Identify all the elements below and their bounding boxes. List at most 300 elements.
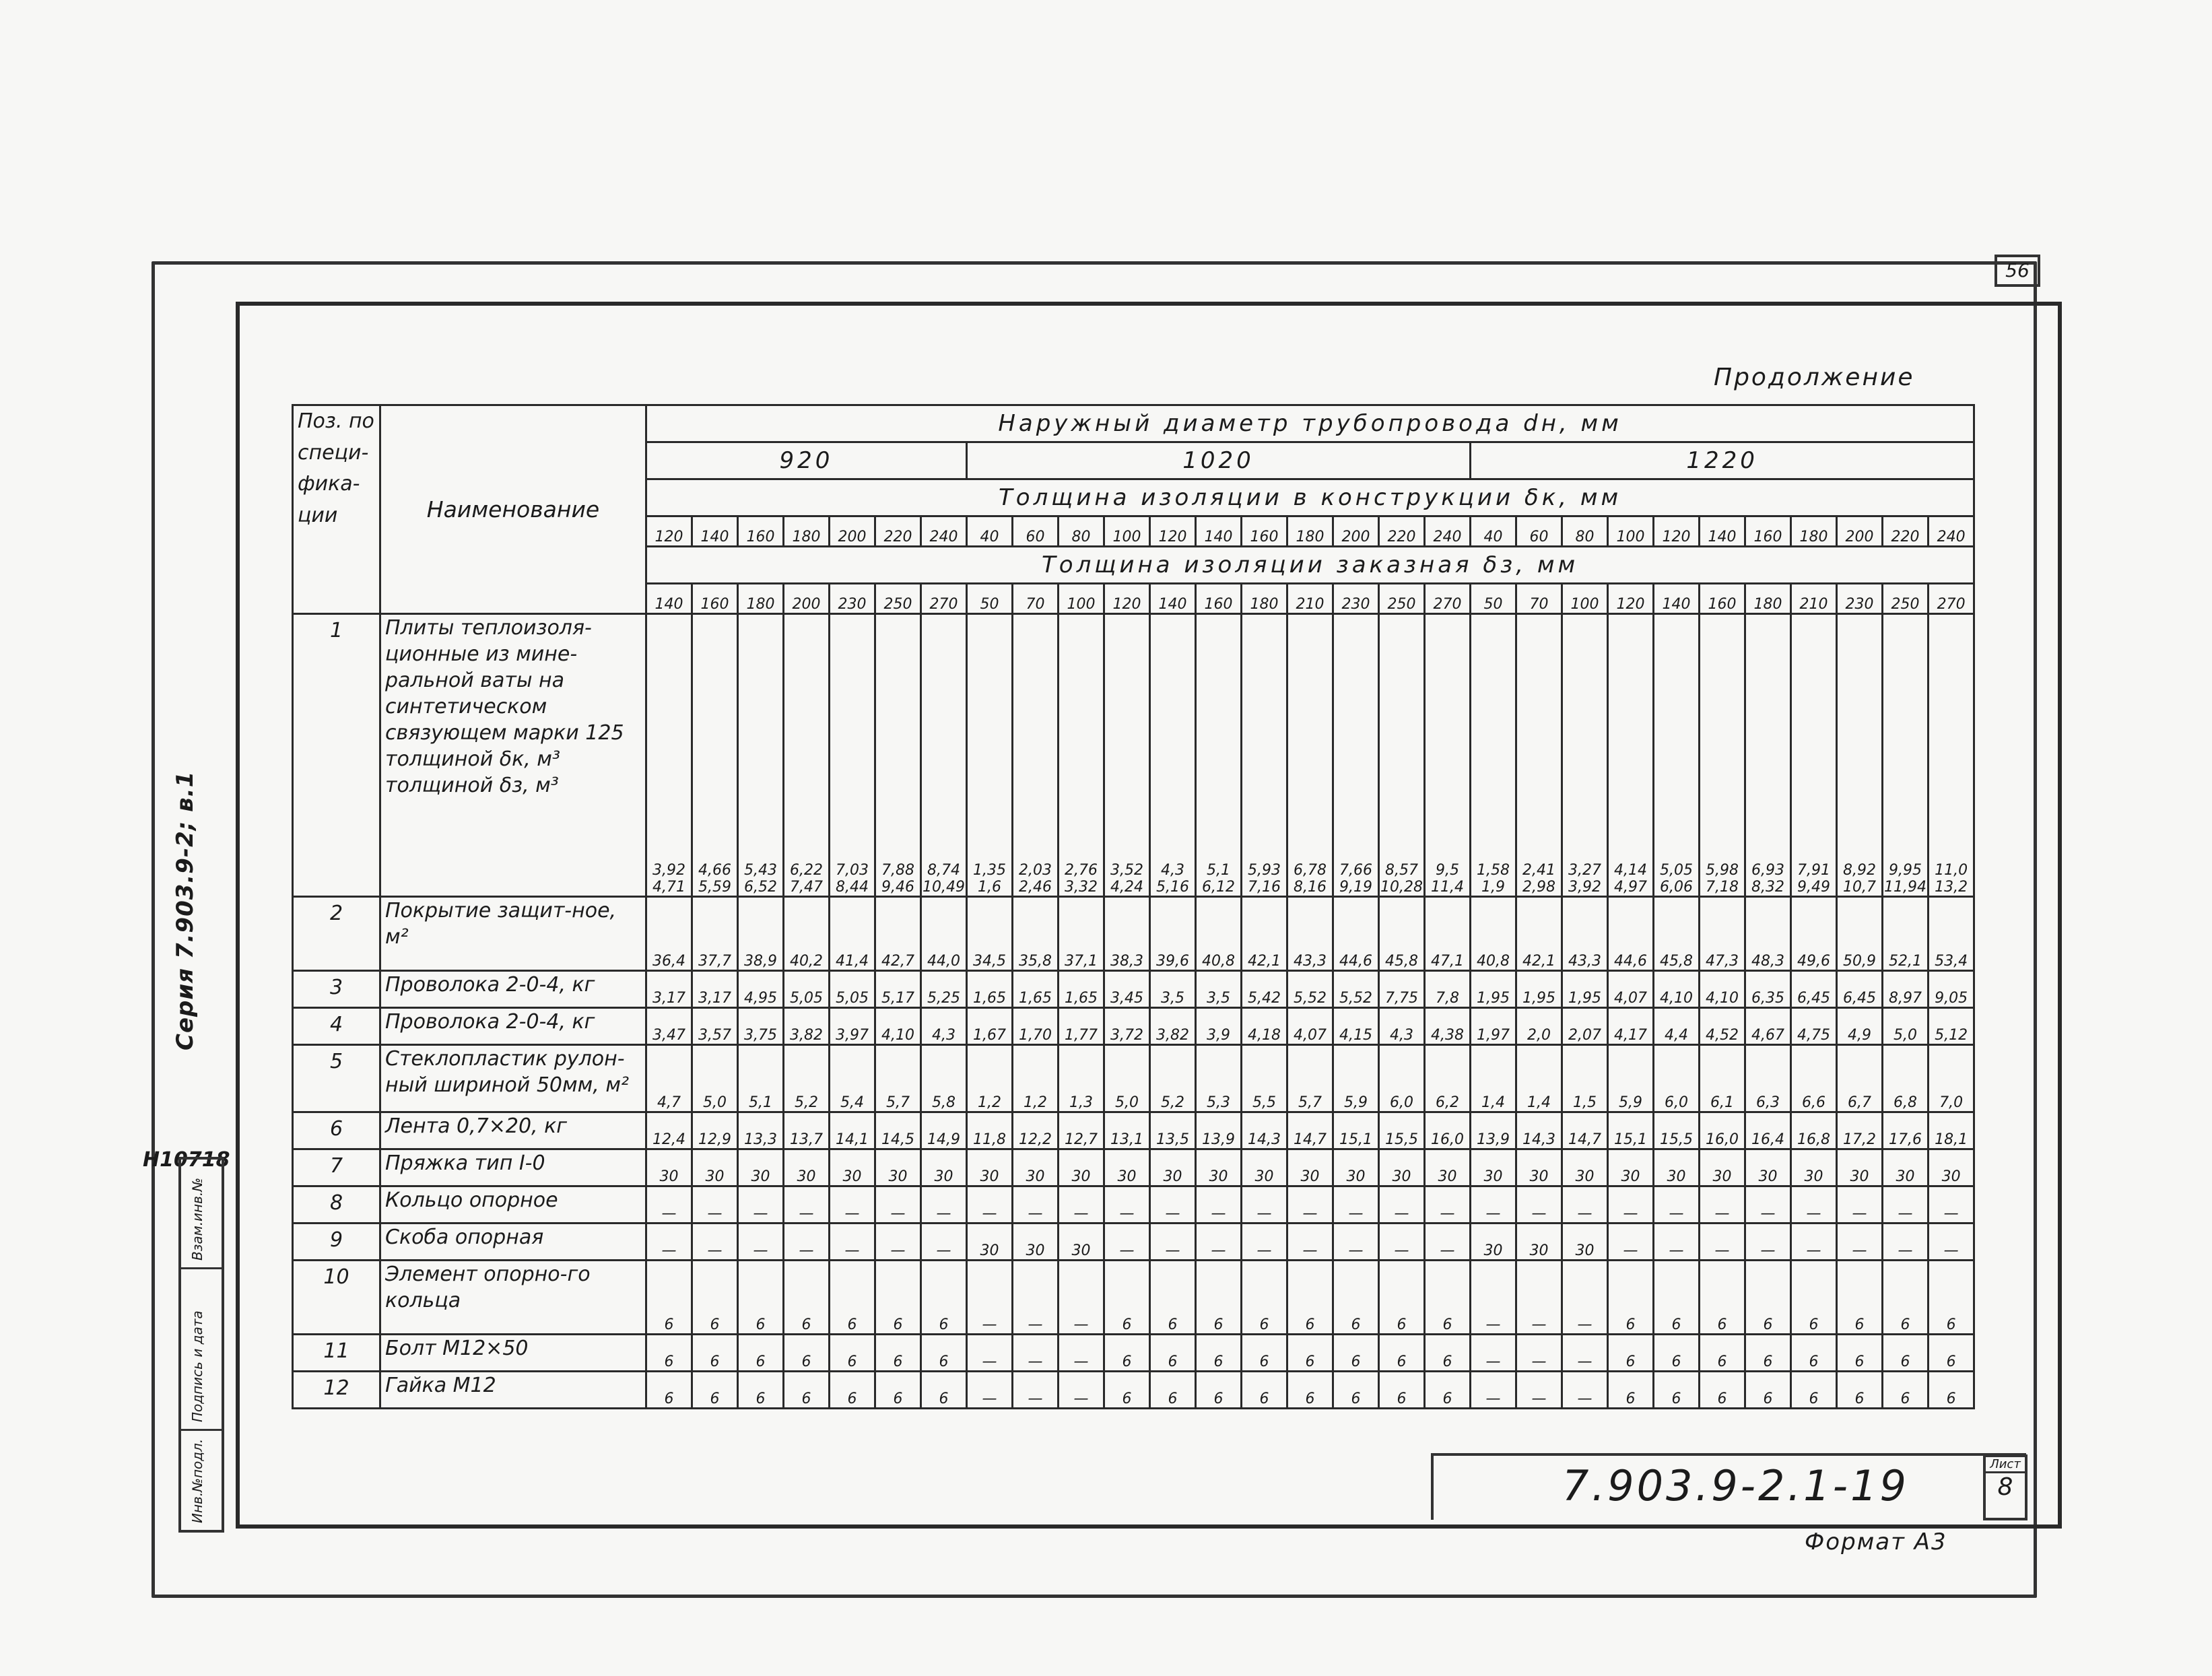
- value-cell: 4,10: [875, 1008, 921, 1045]
- value-cell: 30: [784, 1149, 830, 1186]
- row-position: 9: [293, 1224, 380, 1261]
- value-cell: 6: [1654, 1261, 1700, 1335]
- value-cell: 4,10: [1654, 971, 1700, 1008]
- subline-value: 5,59: [698, 879, 731, 896]
- value-cell: —: [1791, 1186, 1837, 1224]
- row-name: [380, 1186, 646, 1224]
- row-position: 5: [293, 1045, 380, 1112]
- thickness-k-cell: 240: [1425, 516, 1471, 547]
- subline-value: 2,03: [1019, 862, 1052, 879]
- value-cell: 5,17: [875, 971, 921, 1008]
- value-cell: 6,0: [1654, 1045, 1700, 1112]
- value-cell: 6: [1425, 1335, 1471, 1372]
- subline-value: 1,35: [973, 862, 1006, 879]
- value-cell: —: [1287, 1186, 1333, 1224]
- value-cell: 40,8: [1471, 897, 1516, 971]
- row-name-text: Пряжка тип I-0: [385, 1151, 545, 1175]
- value-cell: 30: [1150, 1149, 1196, 1186]
- subline-value: 4,97: [1614, 879, 1647, 896]
- row-position: 6: [293, 1112, 380, 1149]
- thickness-z-cell: 140: [1654, 584, 1700, 614]
- value-cell: 6,6: [1791, 1045, 1837, 1112]
- row-position: 7: [293, 1149, 380, 1186]
- value-cell: 6: [1654, 1335, 1700, 1372]
- value-cell: 44,6: [1333, 897, 1379, 971]
- thickness-z-cell: 180: [738, 584, 784, 614]
- subline-value: 2,98: [1522, 879, 1555, 896]
- subline-value: 8,74: [927, 862, 960, 879]
- value-cell: 30: [1837, 1149, 1883, 1186]
- value-cell: 6: [1700, 1335, 1745, 1372]
- value-cell: 14,7: [1287, 1112, 1333, 1149]
- value-cell: 6: [1929, 1261, 1974, 1335]
- inventory-label: Н10718: [143, 1148, 230, 1172]
- diameter-920: 920: [646, 442, 967, 479]
- value-cell: 3,82: [784, 1008, 830, 1045]
- value-cell: [1471, 614, 1516, 897]
- value-cell: 30: [1883, 1149, 1929, 1186]
- subline-value: 7,18: [1706, 879, 1739, 896]
- row-name-text: Проволока 2-0-4, кг: [385, 1010, 595, 1034]
- value-cell: 16,0: [1700, 1112, 1745, 1149]
- thickness-z-cell: 140: [646, 584, 692, 614]
- value-cell: 30: [738, 1149, 784, 1186]
- row-subline-label: толщиной δк, м³: [385, 747, 560, 771]
- value-cell: —: [1242, 1186, 1287, 1224]
- value-cell: 6: [692, 1261, 738, 1335]
- value-cell: —: [1516, 1261, 1562, 1335]
- value-cell: 6: [1104, 1261, 1150, 1335]
- value-cell: 6,35: [1745, 971, 1791, 1008]
- value-cell: —: [1700, 1224, 1745, 1261]
- subline-value: 7,88: [881, 862, 914, 879]
- value-cell: [875, 614, 921, 897]
- row-name: [380, 1335, 646, 1372]
- value-cell: 6,0: [1379, 1045, 1425, 1112]
- value-cell: 1,2: [967, 1045, 1013, 1112]
- value-cell: 14,3: [1516, 1112, 1562, 1149]
- row-position: 4: [293, 1008, 380, 1045]
- value-cell: 6,45: [1791, 971, 1837, 1008]
- value-cell: —: [1516, 1372, 1562, 1409]
- value-cell: 14,9: [921, 1112, 967, 1149]
- value-cell: —: [1516, 1335, 1562, 1372]
- value-cell: 1,4: [1471, 1045, 1516, 1112]
- value-cell: 41,4: [830, 897, 875, 971]
- value-cell: 3,5: [1150, 971, 1196, 1008]
- thickness-z-cell: 140: [1150, 584, 1196, 614]
- value-cell: [1883, 614, 1929, 897]
- table-row: [293, 1261, 1974, 1335]
- document-code: 7.903.9-2.1-19: [1562, 1461, 1909, 1510]
- value-cell: 30: [1379, 1149, 1425, 1186]
- row-subline-label: толщиной δз, м³: [385, 774, 559, 797]
- value-cell: —: [1196, 1224, 1242, 1261]
- thickness-k-cell: 140: [692, 516, 738, 547]
- value-cell: 3,17: [646, 971, 692, 1008]
- subline-value: 7,91: [1797, 862, 1830, 879]
- value-cell: 30: [1791, 1149, 1837, 1186]
- value-cell: 6: [1379, 1335, 1425, 1372]
- pos-header: Поз. по специ-фика-ции: [293, 405, 380, 614]
- value-cell: —: [1013, 1261, 1059, 1335]
- value-cell: 1,5: [1562, 1045, 1608, 1112]
- table-row: [293, 971, 1974, 1008]
- value-cell: 4,95: [738, 971, 784, 1008]
- value-cell: 6: [1379, 1372, 1425, 1409]
- value-cell: 4,15: [1333, 1008, 1379, 1045]
- row-name: [380, 1112, 646, 1149]
- value-cell: —: [1654, 1224, 1700, 1261]
- value-cell: 5,5: [1242, 1045, 1287, 1112]
- value-cell: 3,45: [1104, 971, 1150, 1008]
- value-cell: 6: [875, 1372, 921, 1409]
- subline-value: 5,98: [1706, 862, 1739, 879]
- value-cell: [1745, 614, 1791, 897]
- value-cell: [1196, 614, 1242, 897]
- row-name-text: Гайка М12: [385, 1374, 496, 1397]
- value-cell: 15,1: [1608, 1112, 1654, 1149]
- thickness-k-cell: 220: [1883, 516, 1929, 547]
- value-cell: 6: [1883, 1261, 1929, 1335]
- value-cell: 6: [921, 1372, 967, 1409]
- value-cell: 16,4: [1745, 1112, 1791, 1149]
- value-cell: 12,9: [692, 1112, 738, 1149]
- value-cell: 30: [1608, 1149, 1654, 1186]
- value-cell: 5,0: [1104, 1045, 1150, 1112]
- value-cell: 6: [1791, 1261, 1837, 1335]
- value-cell: 40,2: [784, 897, 830, 971]
- value-cell: —: [1562, 1186, 1608, 1224]
- value-cell: 5,3: [1196, 1045, 1242, 1112]
- value-cell: 6: [784, 1261, 830, 1335]
- value-cell: 1,70: [1013, 1008, 1059, 1045]
- value-cell: 8,97: [1883, 971, 1929, 1008]
- thickness-k-cell: 160: [738, 516, 784, 547]
- value-cell: 42,1: [1516, 897, 1562, 971]
- value-cell: 6: [1196, 1335, 1242, 1372]
- value-cell: 14,1: [830, 1112, 875, 1149]
- sheet-number: 56: [1995, 255, 2040, 287]
- subline-value: 3,52: [1110, 862, 1143, 879]
- value-cell: 30: [1654, 1149, 1700, 1186]
- value-cell: [1516, 614, 1562, 897]
- value-cell: 7,0: [1929, 1045, 1974, 1112]
- thickness-z-cell: 250: [1379, 584, 1425, 614]
- value-cell: 37,7: [692, 897, 738, 971]
- value-cell: 1,3: [1059, 1045, 1104, 1112]
- value-cell: 30: [921, 1149, 967, 1186]
- value-cell: 5,1: [738, 1045, 784, 1112]
- value-cell: 43,3: [1562, 897, 1608, 971]
- subline-value: 6,78: [1294, 862, 1327, 879]
- thickness-z-cell: 210: [1791, 584, 1837, 614]
- value-cell: 12,7: [1059, 1112, 1104, 1149]
- value-cell: 6: [1745, 1372, 1791, 1409]
- value-cell: 6: [1333, 1372, 1379, 1409]
- list-number: 8: [1997, 1473, 2013, 1501]
- value-cell: —: [1562, 1372, 1608, 1409]
- subline-value: 4,24: [1110, 879, 1143, 896]
- thickness-k-cell: 40: [1471, 516, 1516, 547]
- value-cell: 6: [875, 1335, 921, 1372]
- value-cell: —: [1471, 1261, 1516, 1335]
- value-cell: —: [646, 1186, 692, 1224]
- value-cell: 3,17: [692, 971, 738, 1008]
- thickness-z-cell: 180: [1745, 584, 1791, 614]
- thickness-z-cell: 270: [1929, 584, 1974, 614]
- value-cell: 47,1: [1425, 897, 1471, 971]
- value-cell: —: [1150, 1224, 1196, 1261]
- value-cell: 5,7: [1287, 1045, 1333, 1112]
- thickness-z-cell: 120: [1608, 584, 1654, 614]
- subline-value: 3,92: [652, 862, 685, 879]
- thickness-z-cell: 210: [1287, 584, 1333, 614]
- thickness-k-cell: 100: [1608, 516, 1654, 547]
- subline-value: 11,94: [1884, 879, 1926, 896]
- value-cell: [1379, 614, 1425, 897]
- value-cell: 5,52: [1287, 971, 1333, 1008]
- value-cell: —: [967, 1261, 1013, 1335]
- value-cell: —: [1471, 1372, 1516, 1409]
- value-cell: 6: [1379, 1261, 1425, 1335]
- thickness-z-cell: 230: [1837, 584, 1883, 614]
- value-cell: —: [1929, 1224, 1974, 1261]
- format-label: Формат А3: [1805, 1529, 1947, 1555]
- value-cell: [1791, 614, 1837, 897]
- value-cell: 3,97: [830, 1008, 875, 1045]
- row-name: [380, 897, 646, 971]
- value-cell: 6: [1700, 1261, 1745, 1335]
- value-cell: —: [1837, 1224, 1883, 1261]
- value-cell: 53,4: [1929, 897, 1974, 971]
- value-cell: [830, 614, 875, 897]
- subline-value: 8,57: [1385, 862, 1418, 879]
- diameter-1220: 1220: [1471, 442, 1974, 479]
- subline-value: 11,0: [1935, 862, 1968, 879]
- thickness-z-cell: 120: [1104, 584, 1150, 614]
- value-cell: —: [1791, 1224, 1837, 1261]
- value-cell: 4,67: [1745, 1008, 1791, 1045]
- row-name-text: Стеклопластик рулон-ный шириной 50мм, м²: [385, 1047, 629, 1097]
- subline-value: 3,27: [1568, 862, 1601, 879]
- value-cell: 5,9: [1333, 1045, 1379, 1112]
- subline-value: 5,1: [1207, 862, 1230, 879]
- subline-value: 8,44: [836, 879, 869, 896]
- subline-value: 7,16: [1248, 879, 1281, 896]
- thickness-z-cell: 100: [1562, 584, 1608, 614]
- value-cell: 30: [1242, 1149, 1287, 1186]
- subline-value: 4,71: [652, 879, 685, 896]
- value-cell: 1,2: [1013, 1045, 1059, 1112]
- subline-value: 9,19: [1339, 879, 1372, 896]
- subline-value: 8,92: [1843, 862, 1876, 879]
- value-cell: 5,4: [830, 1045, 875, 1112]
- value-cell: —: [1104, 1224, 1150, 1261]
- value-cell: 37,1: [1059, 897, 1104, 971]
- subline-value: 7,66: [1339, 862, 1372, 879]
- row-name: [380, 971, 646, 1008]
- value-cell: 5,42: [1242, 971, 1287, 1008]
- row-position: 3: [293, 971, 380, 1008]
- value-cell: —: [1883, 1224, 1929, 1261]
- subline-value: 11,4: [1431, 879, 1464, 896]
- value-cell: 6: [1608, 1372, 1654, 1409]
- value-cell: 30: [646, 1149, 692, 1186]
- thickness-z-cell: 160: [1196, 584, 1242, 614]
- value-cell: [1700, 614, 1745, 897]
- value-cell: 13,7: [784, 1112, 830, 1149]
- value-cell: 30: [1059, 1224, 1104, 1261]
- value-cell: —: [1013, 1335, 1059, 1372]
- value-cell: 12,4: [646, 1112, 692, 1149]
- value-cell: 3,75: [738, 1008, 784, 1045]
- value-cell: 5,0: [692, 1045, 738, 1112]
- value-cell: —: [738, 1186, 784, 1224]
- thickness-k-cell: 140: [1700, 516, 1745, 547]
- value-cell: 4,18: [1242, 1008, 1287, 1045]
- subline-value: 6,06: [1660, 879, 1693, 896]
- subline-value: 5,93: [1248, 862, 1281, 879]
- value-cell: 30: [830, 1149, 875, 1186]
- row-name: [380, 1008, 646, 1045]
- value-cell: 5,8: [921, 1045, 967, 1112]
- value-cell: 4,3: [921, 1008, 967, 1045]
- value-cell: 34,5: [967, 897, 1013, 971]
- thickness-k-cell: 180: [1791, 516, 1837, 547]
- value-cell: —: [1654, 1186, 1700, 1224]
- thickness-z-cell: 50: [1471, 584, 1516, 614]
- subline-value: 10,7: [1843, 879, 1876, 896]
- value-cell: —: [1379, 1186, 1425, 1224]
- value-cell: 15,5: [1379, 1112, 1425, 1149]
- value-cell: —: [1013, 1372, 1059, 1409]
- thickness-k-header: Толщина изоляции в конструкции δк, мм: [646, 479, 1974, 516]
- value-cell: 6: [1654, 1372, 1700, 1409]
- subline-value: 6,22: [790, 862, 823, 879]
- value-cell: —: [1333, 1186, 1379, 1224]
- subline-value: 9,95: [1889, 862, 1922, 879]
- subline-value: 5,16: [1156, 879, 1189, 896]
- thickness-k-cell: 160: [1242, 516, 1287, 547]
- subline-value: 4,66: [698, 862, 731, 879]
- table-row: [293, 1112, 1974, 1149]
- value-cell: 36,4: [646, 897, 692, 971]
- value-cell: —: [1471, 1186, 1516, 1224]
- value-cell: 17,2: [1837, 1112, 1883, 1149]
- subline-value: 8,16: [1294, 879, 1327, 896]
- subline-value: 5,43: [744, 862, 777, 879]
- value-cell: —: [738, 1224, 784, 1261]
- value-cell: —: [875, 1224, 921, 1261]
- value-cell: 30: [1471, 1224, 1516, 1261]
- value-cell: 6: [1242, 1261, 1287, 1335]
- value-cell: —: [692, 1186, 738, 1224]
- table-row: [293, 1045, 1974, 1112]
- table-row: [293, 1149, 1974, 1186]
- value-cell: 6: [1287, 1261, 1333, 1335]
- subline-value: 3,92: [1568, 879, 1601, 896]
- table-row: [293, 1335, 1974, 1372]
- value-cell: —: [921, 1224, 967, 1261]
- value-cell: 1,95: [1562, 971, 1608, 1008]
- row-name-text: Элемент опорно-го кольца: [385, 1263, 591, 1312]
- value-cell: —: [967, 1186, 1013, 1224]
- value-cell: 30: [1700, 1149, 1745, 1186]
- subline-value: 9,46: [881, 879, 914, 896]
- thickness-k-cell: 100: [1104, 516, 1150, 547]
- stamp-field-signature: Подпись и дата: [189, 1310, 205, 1422]
- value-cell: 45,8: [1379, 897, 1425, 971]
- value-cell: 6: [830, 1261, 875, 1335]
- value-cell: [1013, 614, 1059, 897]
- value-cell: 3,9: [1196, 1008, 1242, 1045]
- value-cell: 5,05: [784, 971, 830, 1008]
- value-cell: 1,65: [1013, 971, 1059, 1008]
- thickness-k-cell: 140: [1196, 516, 1242, 547]
- value-cell: —: [1562, 1261, 1608, 1335]
- subline-value: 6,93: [1751, 862, 1784, 879]
- value-cell: —: [1883, 1186, 1929, 1224]
- thickness-z-cell: 200: [784, 584, 830, 614]
- value-cell: 6: [1745, 1261, 1791, 1335]
- value-cell: —: [1929, 1186, 1974, 1224]
- value-cell: 6: [1150, 1372, 1196, 1409]
- thickness-z-cell: 160: [692, 584, 738, 614]
- value-cell: 17,6: [1883, 1112, 1929, 1149]
- value-cell: 4,3: [1379, 1008, 1425, 1045]
- value-cell: 38,3: [1104, 897, 1150, 971]
- value-cell: 4,07: [1287, 1008, 1333, 1045]
- thickness-z-cell: 250: [1883, 584, 1929, 614]
- value-cell: 50,9: [1837, 897, 1883, 971]
- continuation-label: Продолжение: [1714, 364, 1915, 391]
- value-cell: 6: [1150, 1261, 1196, 1335]
- thickness-z-cell: 270: [1425, 584, 1471, 614]
- value-cell: 5,52: [1333, 971, 1379, 1008]
- value-cell: 44,6: [1608, 897, 1654, 971]
- value-cell: —: [1837, 1186, 1883, 1224]
- thickness-k-cell: 120: [1654, 516, 1700, 547]
- value-cell: 30: [1196, 1149, 1242, 1186]
- value-cell: 6: [1837, 1335, 1883, 1372]
- value-cell: 38,9: [738, 897, 784, 971]
- value-cell: 6: [646, 1335, 692, 1372]
- value-cell: —: [1471, 1335, 1516, 1372]
- thickness-k-cell: 80: [1059, 516, 1104, 547]
- value-cell: 3,47: [646, 1008, 692, 1045]
- value-cell: 2,0: [1516, 1008, 1562, 1045]
- stamp-field-original: Инв.№подл.: [189, 1438, 205, 1523]
- value-cell: —: [1059, 1261, 1104, 1335]
- value-cell: —: [921, 1186, 967, 1224]
- value-cell: 6: [1883, 1335, 1929, 1372]
- table-row: [293, 1008, 1974, 1045]
- value-cell: [1608, 614, 1654, 897]
- value-cell: 3,72: [1104, 1008, 1150, 1045]
- thickness-z-cell: 180: [1242, 584, 1287, 614]
- value-cell: —: [830, 1186, 875, 1224]
- value-cell: 1,65: [967, 971, 1013, 1008]
- thickness-k-cell: 120: [646, 516, 692, 547]
- value-cell: 4,75: [1791, 1008, 1837, 1045]
- value-cell: 14,7: [1562, 1112, 1608, 1149]
- value-cell: 47,3: [1700, 897, 1745, 971]
- value-cell: 1,67: [967, 1008, 1013, 1045]
- value-cell: —: [1379, 1224, 1425, 1261]
- subline-value: 4,14: [1614, 862, 1647, 879]
- subline-value: 7,47: [790, 879, 823, 896]
